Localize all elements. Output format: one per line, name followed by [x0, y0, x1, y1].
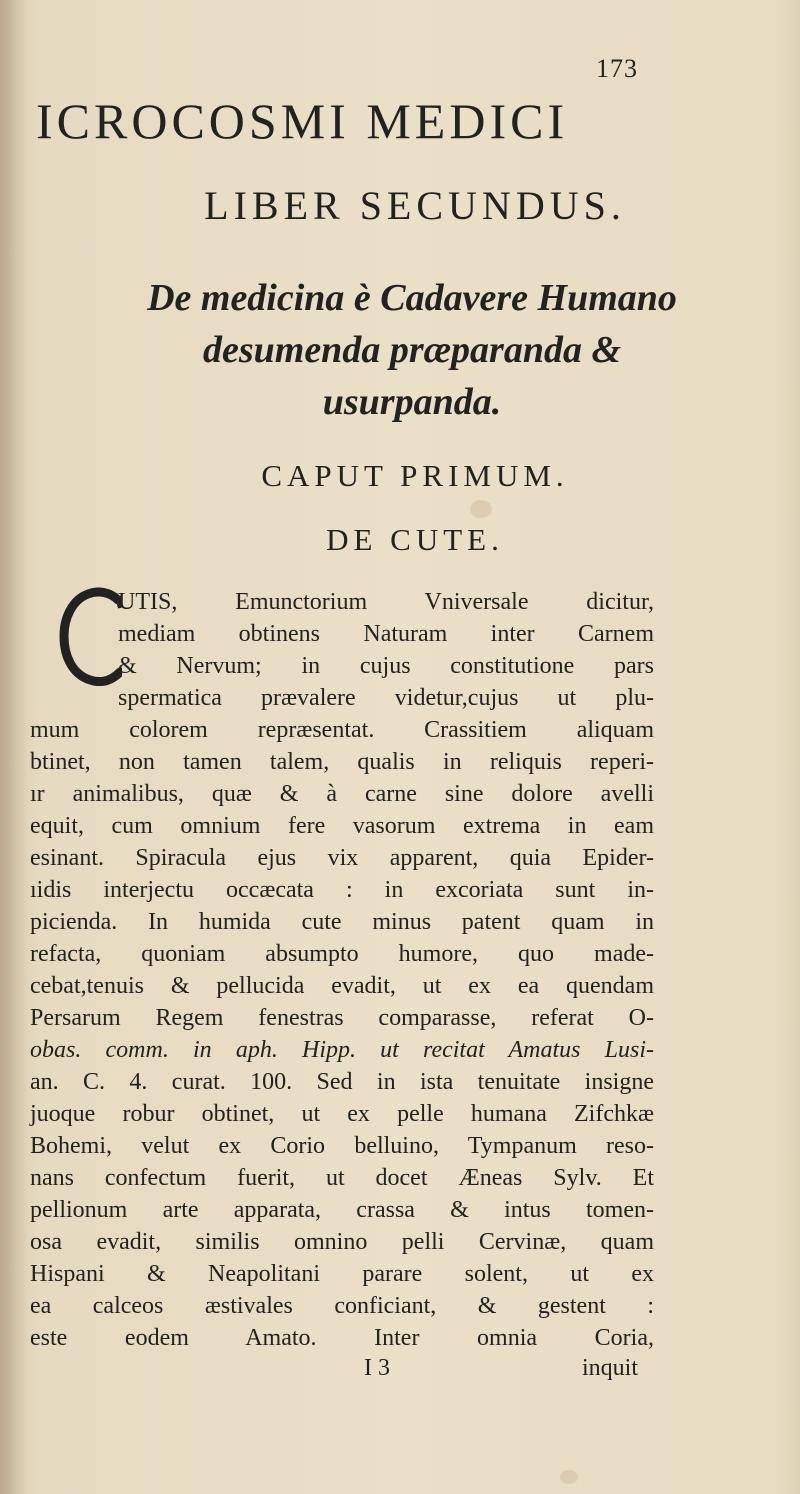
body-line: ea calceos æstivales conficiant, & gestent :	[30, 1293, 654, 1319]
body-line: btinet, non tamen talem, qualis in reliquis reperi-	[30, 749, 654, 775]
signature-mark: I 3	[364, 1355, 390, 1381]
book-title: LIBER SECUNDUS.	[204, 183, 626, 228]
chapter-heading: CAPUT PRIMUM.	[261, 458, 569, 493]
body-line: equit, cum omnium fere vasorum extrema in eam	[30, 813, 654, 839]
foxing-spot	[560, 1470, 578, 1484]
subject-line: usurpanda.	[322, 381, 502, 423]
body-line: & Nervum; in cujus constitutione pars	[118, 653, 654, 679]
subject-line: desumenda præparanda &	[202, 329, 622, 371]
body-line: ıidis interjectu occæcata : in excoriata sunt in-	[30, 877, 654, 903]
body-line: esinant. Spiracula ejus vix apparent, quia Epider-	[30, 845, 654, 871]
body-line: Bohemi, velut ex Corio belluino, Tympanum reso-	[30, 1133, 654, 1159]
body-line: nans confectum fuerit, ut docet Æneas Sylv. Et	[30, 1165, 654, 1191]
catchword: inquit	[582, 1355, 639, 1381]
chapter-subject	[0, 272, 800, 428]
body-line: mediam obtinens Naturam inter Carnem	[118, 621, 654, 647]
body-line: pellionum arte apparata, crassa & intus tomen-	[30, 1197, 654, 1223]
body-line: obas. comm. in aph. Hipp. ut recitat Amatus Lusi-	[30, 1037, 654, 1063]
body-line: ır animalibus, quæ & à carne sine dolore avelli	[30, 781, 654, 807]
body-line: osa evadit, similis omnino pelli Cervinæ, quam	[30, 1229, 654, 1255]
body-line: spermatica prævalere videtur,cujus ut plu-	[118, 685, 654, 711]
body-line: UTIS, Emunctorium Vniversale dicitur,	[118, 589, 654, 615]
body-line: juoque robur obtinet, ut ex pelle humana Zifchkæ	[30, 1101, 654, 1127]
body-line: Persarum Regem fenestras comparasse, referat O-	[30, 1005, 654, 1031]
foxing-spot	[470, 500, 492, 518]
body-line: picienda. In humida cute minus patent quam in	[30, 909, 654, 935]
section-heading: DE CUTE.	[326, 522, 504, 557]
body-line: mum colorem repræsentat. Crassitiem aliquam	[30, 717, 654, 743]
page-number: 173	[596, 54, 638, 83]
body-line: cebat,tenuis & pellucida evadit, ut ex ea quendam	[30, 973, 654, 999]
body-line: este eodem Amato. Inter omnia Coria,	[30, 1325, 654, 1351]
body-line: refacta, quoniam absumpto humore, quo made-	[30, 941, 654, 967]
body-line: an. C. 4. curat. 100. Sed in ista tenuitate insigne	[30, 1069, 654, 1095]
drop-cap-c-icon	[58, 586, 122, 686]
subject-line: De medicina è Cadavere Humano	[147, 277, 677, 319]
running-title: ICROCOSMI MEDICI	[36, 93, 569, 149]
body-line: Hispani & Neapolitani parare solent, ut ex	[30, 1261, 654, 1287]
drop-cap-letter	[58, 586, 122, 686]
